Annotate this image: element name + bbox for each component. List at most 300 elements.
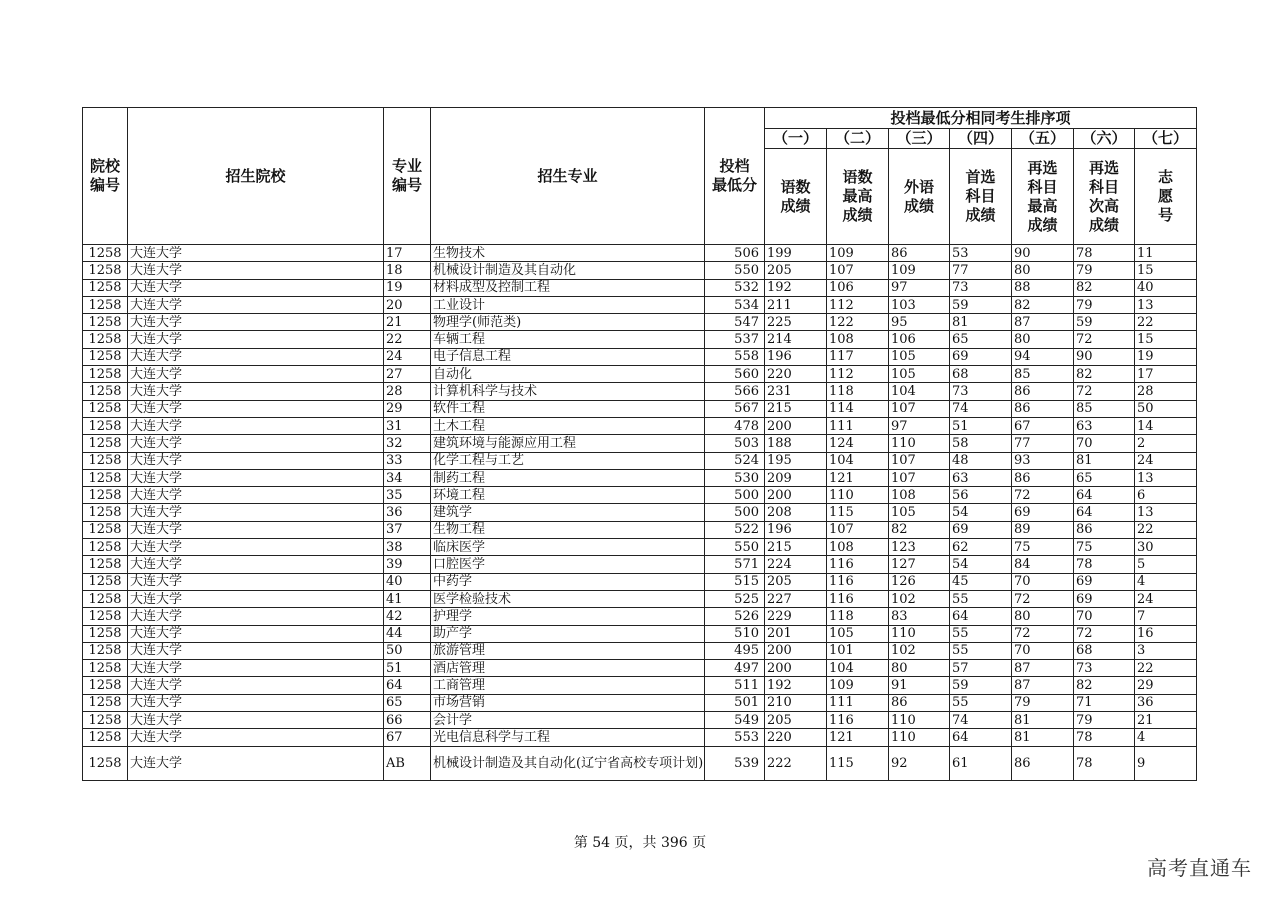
cell-school-name: 大连大学 [128,556,384,573]
cell-major-name: 制药工程 [431,469,705,486]
cell-score-foreign: 97 [889,417,950,434]
header-major-name: 招生专业 [431,108,705,245]
table-row [83,452,1197,469]
cell-major-name: 生物技术 [431,245,705,262]
table-row [83,400,1197,417]
cell-major-code: 66 [384,712,431,729]
cell-major-name: 助产学 [431,625,705,642]
cell-score-second-max: 69 [1012,504,1074,521]
cell-score-second-next: 71 [1074,694,1135,711]
cell-score-second-next: 82 [1074,677,1135,694]
cell-score-first-subject: 65 [950,331,1012,348]
cell-min-score: 501 [705,694,765,711]
cell-score-second-max: 86 [1012,746,1074,780]
cell-score-first-subject: 55 [950,694,1012,711]
cell-major-code: 50 [384,642,431,659]
cell-major-name: 软件工程 [431,400,705,417]
cell-score-second-max: 86 [1012,469,1074,486]
cell-score-second-max: 85 [1012,366,1074,383]
cell-score-second-max: 87 [1012,677,1074,694]
cell-score-second-max: 90 [1012,245,1074,262]
header-school-code: 院校 编号 [83,108,128,245]
cell-score-yushu: 215 [765,400,827,417]
header-order-label: （七） [1135,129,1197,149]
cell-major-code: 29 [384,400,431,417]
cell-school-code: 1258 [83,348,128,365]
cell-score-first-subject: 55 [950,642,1012,659]
cell-major-name: 酒店管理 [431,660,705,677]
cell-major-code: 67 [384,729,431,746]
cell-score-yushu-max: 109 [827,245,889,262]
cell-min-score: 560 [705,366,765,383]
cell-score-second-next: 72 [1074,625,1135,642]
cell-major-code: 51 [384,660,431,677]
header-order-item: 再选 科目 次高 成绩 [1074,149,1135,245]
cell-school-name: 大连大学 [128,694,384,711]
cell-school-code: 1258 [83,314,128,331]
cell-score-yushu-max: 109 [827,677,889,694]
cell-score-second-next: 64 [1074,504,1135,521]
cell-score-first-subject: 58 [950,435,1012,452]
cell-min-score: 530 [705,469,765,486]
cell-min-score: 571 [705,556,765,573]
cell-score-second-max: 75 [1012,539,1074,556]
cell-volunteer-number: 13 [1135,469,1197,486]
cell-major-name: 工业设计 [431,296,705,313]
cell-score-yushu: 195 [765,452,827,469]
cell-min-score: 510 [705,625,765,642]
cell-score-yushu-max: 118 [827,608,889,625]
cell-score-yushu-max: 112 [827,296,889,313]
cell-school-code: 1258 [83,539,128,556]
cell-score-yushu: 205 [765,573,827,590]
cell-school-code: 1258 [83,694,128,711]
cell-score-second-max: 80 [1012,608,1074,625]
cell-school-name: 大连大学 [128,245,384,262]
cell-score-yushu: 200 [765,642,827,659]
cell-school-code: 1258 [83,556,128,573]
header-major-code: 专业 编号 [384,108,431,245]
cell-score-second-max: 87 [1012,314,1074,331]
table-row [83,417,1197,434]
cell-major-code: 65 [384,694,431,711]
cell-school-name: 大连大学 [128,521,384,538]
cell-min-score: 558 [705,348,765,365]
cell-score-foreign: 102 [889,590,950,607]
cell-major-code: 28 [384,383,431,400]
cell-score-second-max: 86 [1012,383,1074,400]
cell-score-second-max: 81 [1012,712,1074,729]
header-order-label: （五） [1012,129,1074,149]
cell-major-code: 64 [384,677,431,694]
cell-school-code: 1258 [83,435,128,452]
cell-major-name: 物理学(师范类) [431,314,705,331]
cell-volunteer-number: 14 [1135,417,1197,434]
cell-major-name: 机械设计制造及其自动化(辽宁省高校专项计划) [431,746,705,780]
cell-score-second-next: 65 [1074,469,1135,486]
cell-min-score: 495 [705,642,765,659]
cell-score-yushu: 200 [765,660,827,677]
cell-score-yushu-max: 116 [827,590,889,607]
cell-score-foreign: 83 [889,608,950,625]
header-order-label: （六） [1074,129,1135,149]
cell-score-first-subject: 73 [950,383,1012,400]
table-row [83,642,1197,659]
cell-school-code: 1258 [83,279,128,296]
cell-volunteer-number: 22 [1135,660,1197,677]
cell-volunteer-number: 3 [1135,642,1197,659]
cell-min-score: 539 [705,746,765,780]
cell-min-score: 511 [705,677,765,694]
cell-school-name: 大连大学 [128,660,384,677]
cell-score-foreign: 127 [889,556,950,573]
cell-score-foreign: 110 [889,435,950,452]
cell-major-name: 计算机科学与技术 [431,383,705,400]
cell-score-first-subject: 62 [950,539,1012,556]
cell-score-yushu: 225 [765,314,827,331]
cell-volunteer-number: 28 [1135,383,1197,400]
cell-major-code: 37 [384,521,431,538]
cell-score-foreign: 91 [889,677,950,694]
cell-score-first-subject: 64 [950,729,1012,746]
cell-min-score: 500 [705,487,765,504]
cell-min-score: 547 [705,314,765,331]
cell-score-second-next: 81 [1074,452,1135,469]
cell-major-name: 自动化 [431,366,705,383]
table-row [83,435,1197,452]
header-min-score: 投档 最低分 [705,108,765,245]
cell-min-score: 522 [705,521,765,538]
header-sort-group-title: 投档最低分相同考生排序项 [765,108,1197,129]
cell-school-name: 大连大学 [128,262,384,279]
cell-score-first-subject: 48 [950,452,1012,469]
cell-major-code: 19 [384,279,431,296]
table-row [83,573,1197,590]
cell-volunteer-number: 13 [1135,296,1197,313]
cell-school-name: 大连大学 [128,331,384,348]
cell-score-second-max: 72 [1012,625,1074,642]
cell-major-name: 机械设计制造及其自动化 [431,262,705,279]
cell-score-foreign: 107 [889,452,950,469]
cell-major-name: 建筑学 [431,504,705,521]
cell-score-second-max: 67 [1012,417,1074,434]
cell-volunteer-number: 15 [1135,262,1197,279]
cell-score-yushu-max: 108 [827,539,889,556]
cell-score-yushu-max: 107 [827,262,889,279]
cell-score-first-subject: 63 [950,469,1012,486]
table-row [83,296,1197,313]
cell-score-foreign: 105 [889,348,950,365]
cell-score-yushu-max: 108 [827,331,889,348]
cell-major-name: 光电信息科学与工程 [431,729,705,746]
cell-score-second-max: 94 [1012,348,1074,365]
cell-score-yushu: 209 [765,469,827,486]
cell-score-yushu: 208 [765,504,827,521]
cell-volunteer-number: 2 [1135,435,1197,452]
header-order-label: （一） [765,129,827,149]
cell-volunteer-number: 7 [1135,608,1197,625]
cell-score-yushu: 196 [765,348,827,365]
cell-school-code: 1258 [83,296,128,313]
cell-volunteer-number: 29 [1135,677,1197,694]
header-order-item: 志 愿 号 [1135,149,1197,245]
cell-min-score: 524 [705,452,765,469]
cell-score-yushu: 215 [765,539,827,556]
cell-score-foreign: 86 [889,245,950,262]
cell-score-second-max: 72 [1012,590,1074,607]
table-body [83,245,1197,781]
cell-score-second-next: 79 [1074,296,1135,313]
cell-score-yushu: 196 [765,521,827,538]
cell-score-first-subject: 81 [950,314,1012,331]
cell-volunteer-number: 22 [1135,521,1197,538]
cell-major-name: 口腔医学 [431,556,705,573]
cell-score-yushu: 227 [765,590,827,607]
cell-school-name: 大连大学 [128,400,384,417]
cell-score-yushu: 229 [765,608,827,625]
cell-score-second-max: 70 [1012,642,1074,659]
cell-score-second-next: 63 [1074,417,1135,434]
cell-volunteer-number: 5 [1135,556,1197,573]
cell-score-foreign: 109 [889,262,950,279]
cell-school-name: 大连大学 [128,487,384,504]
cell-major-code: 32 [384,435,431,452]
table-row [83,366,1197,383]
cell-score-first-subject: 61 [950,746,1012,780]
cell-score-second-next: 78 [1074,245,1135,262]
cell-school-code: 1258 [83,400,128,417]
header-order-item: 语数 成绩 [765,149,827,245]
cell-min-score: 550 [705,262,765,279]
cell-score-yushu: 205 [765,262,827,279]
cell-school-code: 1258 [83,642,128,659]
watermark-logo: 高考直通车 [1147,856,1252,880]
cell-score-yushu-max: 114 [827,400,889,417]
header-order-label: （二） [827,129,889,149]
table-row [83,487,1197,504]
cell-score-first-subject: 51 [950,417,1012,434]
cell-volunteer-number: 15 [1135,331,1197,348]
cell-school-name: 大连大学 [128,590,384,607]
cell-school-code: 1258 [83,660,128,677]
cell-score-second-max: 89 [1012,521,1074,538]
cell-score-yushu: 192 [765,279,827,296]
cell-school-name: 大连大学 [128,504,384,521]
cell-major-code: 36 [384,504,431,521]
cell-score-foreign: 123 [889,539,950,556]
cell-score-yushu-max: 115 [827,746,889,780]
cell-score-foreign: 105 [889,504,950,521]
table-row [83,712,1197,729]
table-row [83,469,1197,486]
cell-major-name: 环境工程 [431,487,705,504]
header-order-item: 首选 科目 成绩 [950,149,1012,245]
cell-score-first-subject: 74 [950,712,1012,729]
cell-score-first-subject: 55 [950,625,1012,642]
header-order-label: （四） [950,129,1012,149]
cell-major-name: 护理学 [431,608,705,625]
cell-score-yushu: 220 [765,729,827,746]
cell-score-yushu: 188 [765,435,827,452]
cell-min-score: 525 [705,590,765,607]
table-row [83,539,1197,556]
cell-school-code: 1258 [83,366,128,383]
table-row [83,521,1197,538]
cell-score-first-subject: 54 [950,504,1012,521]
cell-school-name: 大连大学 [128,366,384,383]
cell-score-yushu-max: 118 [827,383,889,400]
cell-score-second-next: 64 [1074,487,1135,504]
cell-score-yushu-max: 116 [827,556,889,573]
cell-major-code: 33 [384,452,431,469]
cell-score-foreign: 82 [889,521,950,538]
cell-score-foreign: 97 [889,279,950,296]
cell-score-first-subject: 64 [950,608,1012,625]
cell-school-code: 1258 [83,729,128,746]
cell-major-name: 电子信息工程 [431,348,705,365]
cell-score-second-next: 85 [1074,400,1135,417]
cell-score-foreign: 102 [889,642,950,659]
cell-score-yushu-max: 112 [827,366,889,383]
cell-score-first-subject: 45 [950,573,1012,590]
cell-score-second-max: 82 [1012,296,1074,313]
cell-score-second-max: 72 [1012,487,1074,504]
cell-score-second-next: 70 [1074,608,1135,625]
cell-score-first-subject: 56 [950,487,1012,504]
cell-score-second-next: 72 [1074,383,1135,400]
cell-school-name: 大连大学 [128,712,384,729]
cell-score-foreign: 107 [889,469,950,486]
cell-score-yushu: 231 [765,383,827,400]
cell-score-second-next: 78 [1074,746,1135,780]
cell-school-code: 1258 [83,245,128,262]
cell-school-code: 1258 [83,487,128,504]
table-row [83,331,1197,348]
cell-score-first-subject: 59 [950,296,1012,313]
cell-school-name: 大连大学 [128,469,384,486]
cell-score-second-next: 73 [1074,660,1135,677]
cell-school-name: 大连大学 [128,625,384,642]
cell-major-name: 工商管理 [431,677,705,694]
cell-score-second-next: 75 [1074,539,1135,556]
cell-score-foreign: 95 [889,314,950,331]
cell-score-foreign: 103 [889,296,950,313]
cell-score-yushu-max: 122 [827,314,889,331]
cell-school-name: 大连大学 [128,314,384,331]
cell-major-code: 24 [384,348,431,365]
cell-score-first-subject: 74 [950,400,1012,417]
cell-score-second-max: 93 [1012,452,1074,469]
cell-score-yushu-max: 105 [827,625,889,642]
cell-school-name: 大连大学 [128,383,384,400]
cell-min-score: 515 [705,573,765,590]
cell-score-yushu-max: 121 [827,729,889,746]
cell-score-yushu-max: 104 [827,452,889,469]
cell-volunteer-number: 13 [1135,504,1197,521]
cell-score-second-next: 79 [1074,262,1135,279]
cell-min-score: 566 [705,383,765,400]
header-order-label: （三） [889,129,950,149]
cell-volunteer-number: 6 [1135,487,1197,504]
cell-score-foreign: 80 [889,660,950,677]
cell-major-code: 44 [384,625,431,642]
cell-score-yushu-max: 101 [827,642,889,659]
cell-major-code: 41 [384,590,431,607]
cell-major-name: 中药学 [431,573,705,590]
cell-school-name: 大连大学 [128,435,384,452]
cell-score-yushu: 201 [765,625,827,642]
cell-min-score: 537 [705,331,765,348]
cell-score-yushu: 222 [765,746,827,780]
cell-score-yushu: 214 [765,331,827,348]
cell-major-name: 土木工程 [431,417,705,434]
cell-min-score: 549 [705,712,765,729]
cell-volunteer-number: 21 [1135,712,1197,729]
cell-score-foreign: 108 [889,487,950,504]
cell-score-yushu-max: 116 [827,712,889,729]
cell-score-yushu-max: 104 [827,660,889,677]
cell-school-code: 1258 [83,469,128,486]
cell-score-foreign: 107 [889,400,950,417]
cell-score-second-next: 68 [1074,642,1135,659]
cell-major-code: 38 [384,539,431,556]
cell-major-code: 27 [384,366,431,383]
cell-score-yushu-max: 115 [827,504,889,521]
cell-score-yushu-max: 106 [827,279,889,296]
table-row [83,746,1197,780]
table-row [83,504,1197,521]
cell-min-score: 534 [705,296,765,313]
cell-school-name: 大连大学 [128,348,384,365]
cell-volunteer-number: 11 [1135,245,1197,262]
cell-major-code: 35 [384,487,431,504]
table-row [83,279,1197,296]
cell-school-code: 1258 [83,573,128,590]
cell-score-second-next: 69 [1074,590,1135,607]
cell-school-code: 1258 [83,417,128,434]
cell-score-yushu: 199 [765,245,827,262]
cell-volunteer-number: 50 [1135,400,1197,417]
cell-score-foreign: 110 [889,625,950,642]
cell-major-code: 31 [384,417,431,434]
header-order-item: 语数 最高 成绩 [827,149,889,245]
cell-min-score: 478 [705,417,765,434]
page-footer: 第 54 页，共 396 页 [573,835,707,851]
cell-volunteer-number: 24 [1135,452,1197,469]
cell-major-code: AB [384,746,431,780]
cell-volunteer-number: 36 [1135,694,1197,711]
cell-school-name: 大连大学 [128,452,384,469]
cell-score-yushu-max: 111 [827,694,889,711]
cell-school-name: 大连大学 [128,296,384,313]
cell-major-code: 34 [384,469,431,486]
cell-score-first-subject: 59 [950,677,1012,694]
cell-school-code: 1258 [83,746,128,780]
cell-score-second-next: 78 [1074,556,1135,573]
table-row [83,314,1197,331]
table-row [83,245,1197,262]
cell-score-yushu: 220 [765,366,827,383]
cell-score-second-next: 82 [1074,366,1135,383]
cell-school-code: 1258 [83,452,128,469]
cell-score-second-max: 80 [1012,262,1074,279]
cell-volunteer-number: 4 [1135,729,1197,746]
cell-score-yushu-max: 121 [827,469,889,486]
cell-school-code: 1258 [83,521,128,538]
cell-score-first-subject: 57 [950,660,1012,677]
cell-major-name: 旅游管理 [431,642,705,659]
table-row [83,383,1197,400]
